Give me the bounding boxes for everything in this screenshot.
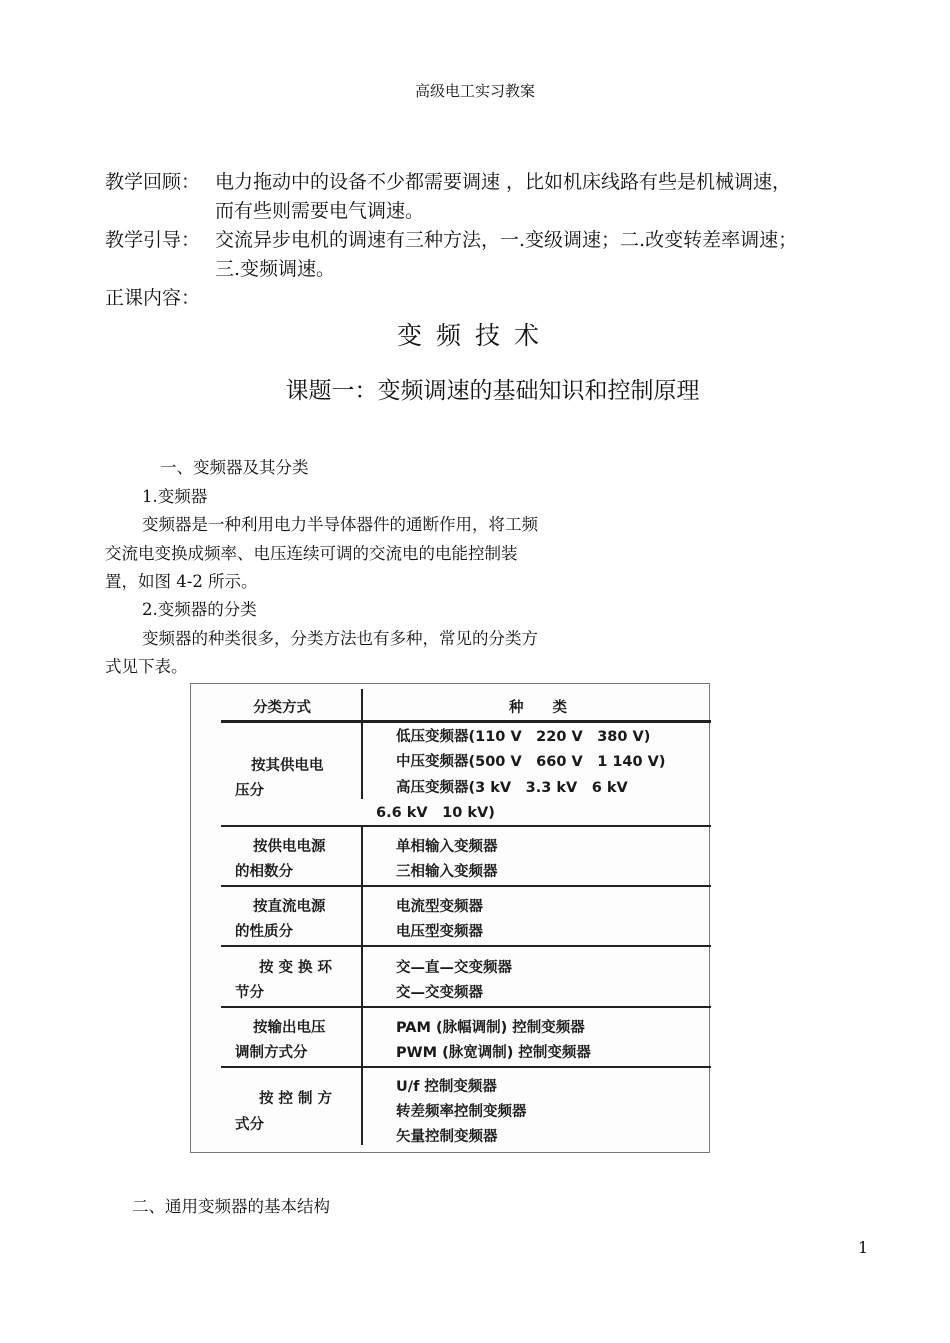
page-header: 高级电工实习教案	[414, 82, 535, 100]
row3-item: 电流型变频器	[396, 899, 483, 915]
paragraph1-line1: 变频器是一种利用电力半导体器件的通断作用，将工频	[142, 515, 538, 534]
section2-heading: 二、通用变频器的基本结构	[132, 1197, 330, 1216]
row6-category-line1: 按控制方	[259, 1091, 337, 1107]
row4-category-line1: 按变换环	[259, 960, 337, 976]
row4-item: 交—交变频器	[396, 985, 483, 1001]
row2-item: 三相输入变频器	[396, 864, 498, 880]
subsection1-heading: 1.变频器	[142, 487, 208, 506]
guide-label: 教学引导：	[105, 229, 201, 251]
row4-category-line2: 节分	[235, 985, 264, 1001]
review-label: 教学回顾：	[105, 171, 201, 193]
table-header-category: 分类方式	[253, 700, 311, 716]
table-rule	[221, 945, 711, 947]
table-header-types: 种 类	[509, 700, 567, 716]
row5-category-line1: 按输出电压	[253, 1020, 326, 1036]
row3-category-line2: 的性质分	[235, 924, 293, 940]
content-label: 正课内容：	[105, 287, 201, 309]
guide-text-line2: 三.变频调速。	[215, 258, 336, 280]
row5-item: PAM (脉幅调制) 控制变频器	[396, 1020, 585, 1036]
row2-category-line2: 的相数分	[235, 864, 293, 880]
row1-item: 低压变频器(110 V 220 V 380 V)	[396, 729, 651, 745]
review-text-line1: 电力拖动中的设备不少都需要调速 ，比如机床线路有些是机械调速，	[215, 171, 792, 193]
row3-category-line1: 按直流电源	[253, 899, 326, 915]
paragraph1-line3: 置，如图 4-2 所示。	[105, 572, 258, 591]
paragraph1-line2: 交流电变换成频率、电压连续可调的交流电的电能控制装	[105, 544, 518, 563]
lesson-subtitle: 课题一：变频调速的基础知识和控制原理	[285, 378, 700, 404]
row1-item: 高压变频器(3 kV 3.3 kV 6 kV	[396, 780, 628, 796]
row6-item: 矢量控制变频器	[396, 1129, 498, 1145]
page-number: 1	[858, 1238, 869, 1257]
table-rule	[221, 720, 711, 723]
table-rule	[221, 885, 711, 887]
row1-category-line1: 按其供电电	[251, 758, 324, 774]
row4-item: 交—直—交变频器	[396, 960, 512, 976]
row5-category-line2: 调制方式分	[235, 1045, 308, 1061]
lesson-title: 变频技术	[396, 321, 553, 350]
row1-item: 中压变频器(500 V 660 V 1 140 V)	[396, 754, 666, 770]
review-text-line2: 而有些则需要电气调速。	[215, 200, 425, 222]
row2-category-line1: 按供电电源	[253, 839, 326, 855]
row1-item: 6.6 kV 10 kV)	[376, 805, 495, 821]
row6-category-line2: 式分	[235, 1117, 264, 1133]
table-rule	[221, 825, 711, 827]
table-rule	[221, 1066, 711, 1068]
guide-text-line1: 交流异步电机的调速有三种方法，一.变级调速；二.改变转差率调速；	[215, 229, 798, 251]
paragraph2-line2: 式见下表。	[105, 657, 188, 676]
row6-item: U/f 控制变频器	[396, 1079, 497, 1095]
row2-item: 单相输入变频器	[396, 839, 498, 855]
row6-item: 转差频率控制变频器	[396, 1104, 527, 1120]
row1-category-line2: 压分	[235, 783, 264, 799]
subsection2-heading: 2.变频器的分类	[142, 600, 257, 619]
section1-heading: 一、变频器及其分类	[160, 458, 309, 477]
paragraph2-line1: 变频器的种类很多，分类方法也有多种，常见的分类方	[142, 629, 538, 648]
row3-item: 电压型变频器	[396, 924, 483, 940]
table-rule	[221, 1006, 711, 1008]
classification-table	[190, 683, 710, 1153]
table-divider	[361, 825, 363, 1145]
row5-item: PWM (脉宽调制) 控制变频器	[396, 1045, 591, 1061]
table-divider	[361, 689, 363, 799]
